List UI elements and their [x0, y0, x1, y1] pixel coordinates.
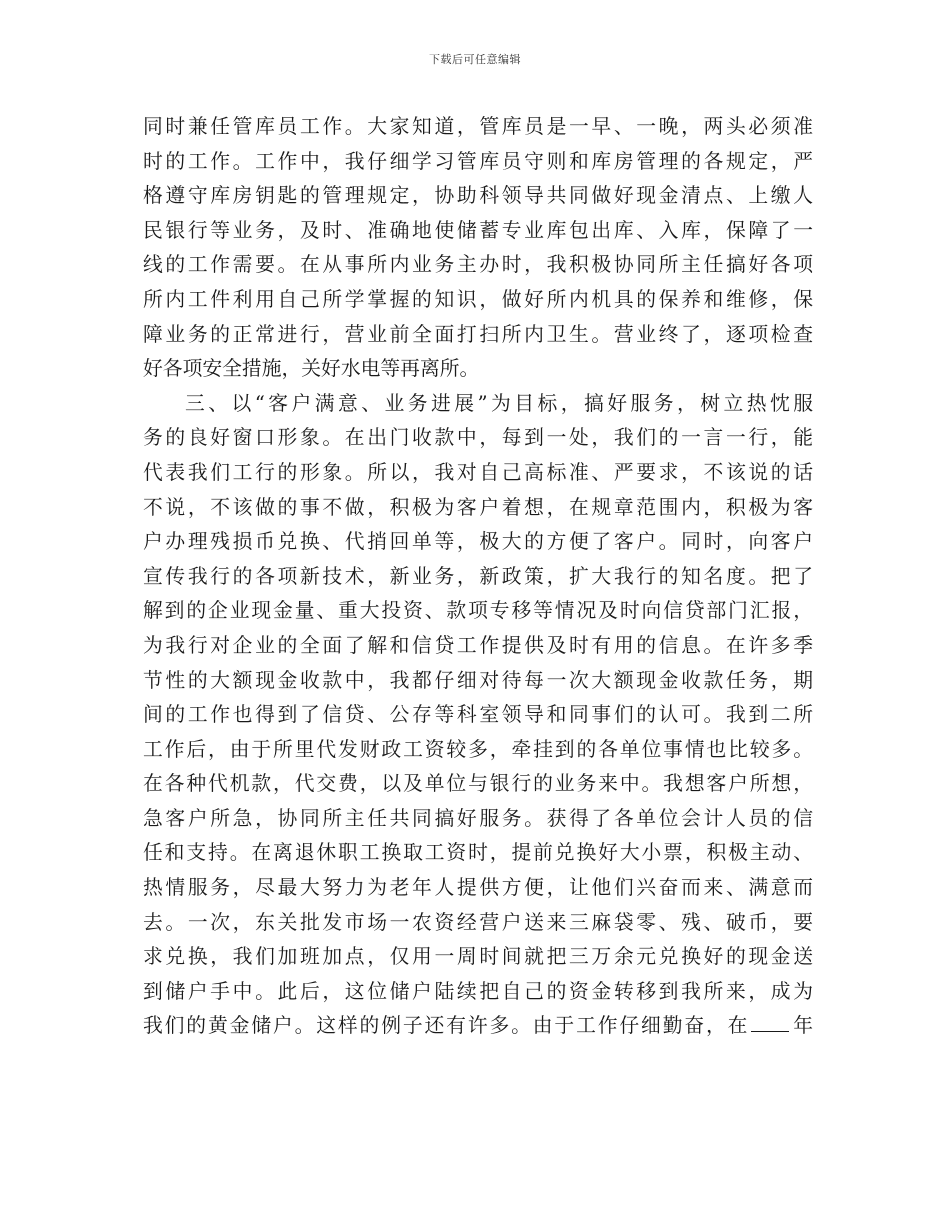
text-line: 线的工作需要。在从事所内业务主办时，我积极协同所主任搞好各项: [143, 253, 813, 277]
text-segment: 年: [791, 1014, 813, 1038]
text-line: 节性的大额现金收款中，我都仔细对待每一次大额现金收款任务，期: [143, 668, 813, 692]
text-line: 在各种代机款，代交费，以及单位与银行的业务来中。我想客户所想，: [143, 772, 813, 796]
text-line: 求兑换，我们加班加点，仅用一周时间就把三万余元兑换好的现金送: [143, 945, 813, 969]
text-line: 民银行等业务，及时、准确地使储蓄专业库包出库、入库，保障了一: [143, 218, 813, 242]
text-line: 解到的企业现金量、重大投资、款项专移等情况及时向信贷部门汇报，: [143, 599, 813, 623]
text-line-final: [143, 1009, 813, 1044]
text-line: 为我行对企业的全面了解和信贷工作提供及时有用的信息。在许多季: [143, 633, 813, 657]
document-body: [143, 110, 813, 1044]
text-line: 到储户手中。此后，这位储户陆续把自己的资金转移到我所来，成为: [143, 979, 813, 1003]
text-line: 格遵守库房钥匙的管理规定，协助科领导共同做好现金清点、上缴人: [143, 184, 813, 208]
text-segment: 我们的黄金储户。这样的例子还有许多。由于工作仔细勤奋，在: [143, 1014, 750, 1038]
text-line: 急客户所急，协同所主任共同搞好服务。获得了各单位会计人员的信: [143, 806, 813, 830]
page-header: 下载后可任意编辑: [429, 53, 521, 66]
text-line: 间的工作也得到了信贷、公存等科室领导和同事们的认可。我到二所: [143, 703, 813, 727]
text-line: 不说，不该做的事不做，积极为客户着想，在规章范围内，积极为客: [143, 495, 813, 519]
text-line: 去。一次，东关批发市场一农资经营户送来三麻袋零、残、破币，要: [143, 910, 813, 934]
text-line: 宣传我行的各项新技术，新业务，新政策，扩大我行的知名度。把了: [143, 564, 813, 588]
fill-in-blank: [751, 1013, 789, 1032]
text-line: 户办理残损币兑换、代捎回单等，极大的方便了客户。同时，向客户: [143, 530, 813, 554]
text-line: 好各项安全措施，关好水电等再离所。: [143, 357, 480, 381]
text-line: 代表我们工行的形象。所以，我对自己高标准、严要求，不该说的话: [143, 460, 813, 484]
text-line: 障业务的正常进行，营业前全面打扫所内卫生。营业终了，逐项检查: [143, 322, 813, 346]
text-line: 三、以“客户满意、业务进展”为目标，搞好服务，树立热忱服: [185, 391, 813, 415]
text-line: 所内工件利用自己所学掌握的知识，做好所内机具的保养和维修，保: [143, 287, 813, 311]
text-line: 热情服务，尽最大努力为老年人提供方便，让他们兴奋而来、满意而: [143, 876, 813, 900]
text-line: 同时兼任管库员工作。大家知道，管库员是一早、一晚，两头必须准: [143, 115, 813, 138]
text-line: 务的良好窗口形象。在出门收款中，每到一处，我们的一言一行，能: [143, 426, 813, 450]
text-line: 任和支持。在离退休职工换取工资时，提前兑换好大小票，积极主动、: [143, 841, 813, 865]
text-line: 时的工作。工作中，我仔细学习管库员守则和库房管理的各规定，严: [143, 149, 813, 173]
text-line: 工作后，由于所里代发财政工资较多，牵挂到的各单位事情也比较多。: [143, 737, 813, 761]
